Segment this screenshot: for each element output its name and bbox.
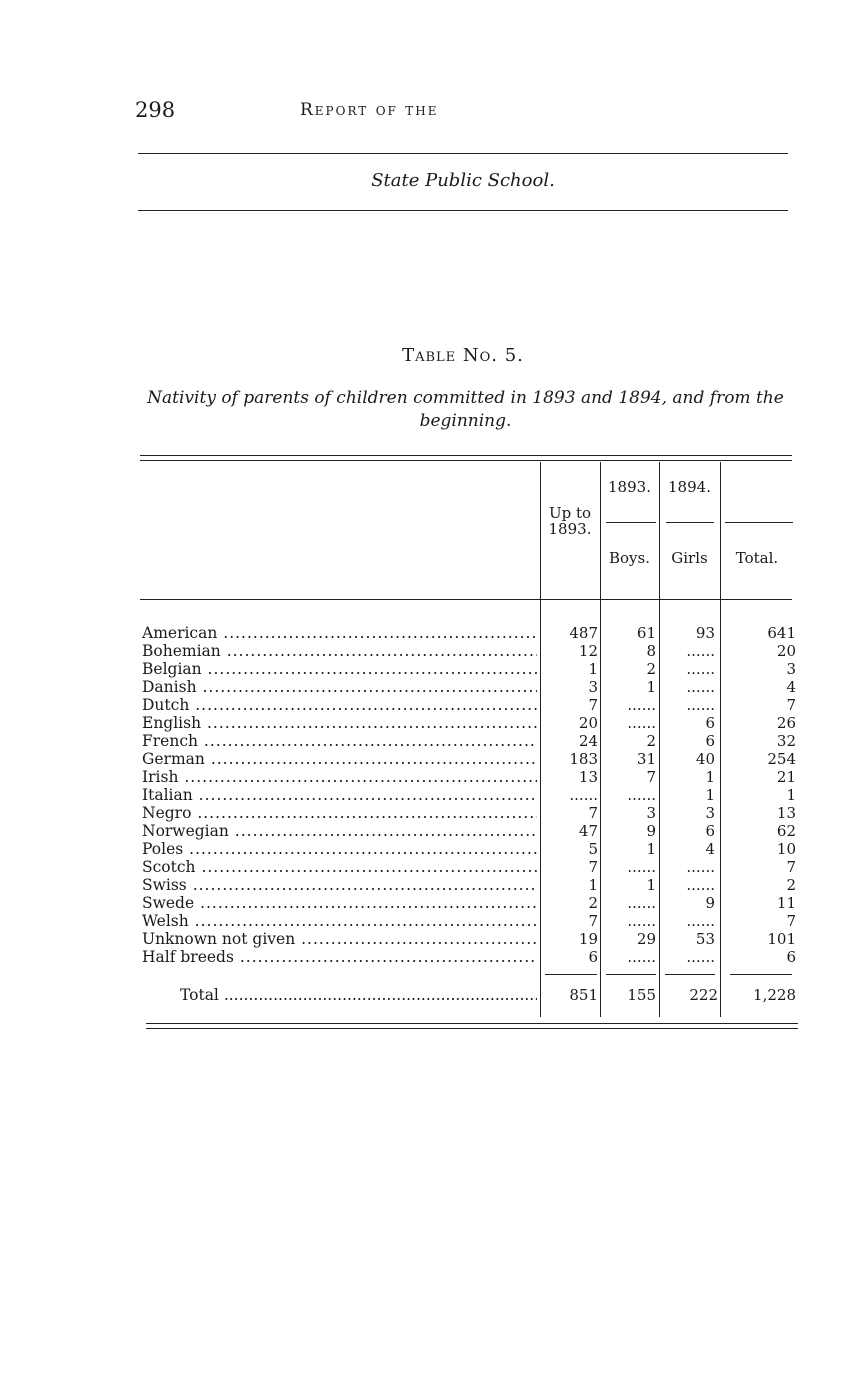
cell-up-to: 5 — [588, 840, 598, 858]
cell-girls: ...... — [686, 642, 715, 660]
cell-up-to: 6 — [588, 948, 598, 966]
cell-total: 7 — [786, 858, 796, 876]
table-bottom-rule-2 — [146, 1028, 798, 1029]
cell-up-to: ...... — [569, 786, 598, 804]
cell-girls: 6 — [705, 732, 715, 750]
row-label: Italian ..... — [142, 786, 537, 804]
cell-girls: ...... — [686, 912, 715, 930]
cell-total: 1 — [786, 786, 796, 804]
total-girls: 222 — [689, 986, 718, 1004]
header-rule-top — [138, 153, 788, 154]
header-1894: 1894. — [668, 478, 711, 496]
cell-boys: ...... — [627, 786, 656, 804]
row-label: English ..... — [142, 714, 537, 732]
header-total: Total. — [735, 549, 779, 567]
cell-total: 20 — [776, 642, 796, 660]
row-label: Negro ..... — [142, 804, 537, 822]
row-label: Poles ..... — [142, 840, 537, 858]
cell-boys: ...... — [627, 912, 656, 930]
total-rule-boys — [606, 974, 656, 975]
header-1894-rule — [666, 522, 714, 523]
header-girls: Girls — [671, 549, 708, 567]
cell-up-to: 7 — [588, 804, 598, 822]
cell-girls: 4 — [705, 840, 715, 858]
row-label: Bohemian ..... — [142, 642, 537, 660]
cell-up-to: 12 — [578, 642, 598, 660]
cell-girls: ...... — [686, 876, 715, 894]
cell-boys: 9 — [646, 822, 656, 840]
cell-girls: ...... — [686, 696, 715, 714]
cell-girls: ...... — [686, 948, 715, 966]
cell-total: 32 — [776, 732, 796, 750]
cell-up-to: 2 — [588, 894, 598, 912]
cell-up-to: 13 — [578, 768, 598, 786]
total-rule-girls — [665, 974, 715, 975]
column-divider-4 — [720, 462, 721, 1017]
running-head: Report of the — [300, 100, 439, 120]
cell-girls: ...... — [686, 678, 715, 696]
cell-boys: ...... — [627, 948, 656, 966]
cell-boys: 31 — [636, 750, 656, 768]
row-label: American ..... — [142, 624, 537, 642]
cell-girls: ...... — [686, 858, 715, 876]
row-label: Swiss ..... — [142, 876, 537, 894]
cell-up-to: 183 — [569, 750, 598, 768]
cell-up-to: 7 — [588, 858, 598, 876]
cell-girls: 40 — [695, 750, 715, 768]
cell-boys: 1 — [646, 876, 656, 894]
cell-total: 101 — [767, 930, 796, 948]
cell-total: 26 — [776, 714, 796, 732]
cell-up-to: 19 — [578, 930, 598, 948]
row-label: German ..... — [142, 750, 537, 768]
row-label: Swede ..... — [142, 894, 537, 912]
table-caption: Nativity of parents of children committed in 1893 and 1894, and from the beginning. — [147, 388, 784, 431]
row-label: Dutch ..... — [142, 696, 537, 714]
cell-boys: 2 — [646, 732, 656, 750]
cell-total: 254 — [767, 750, 796, 768]
cell-girls: 9 — [705, 894, 715, 912]
cell-boys: 8 — [646, 642, 656, 660]
cell-total: 62 — [776, 822, 796, 840]
table-title: Table No. 5. — [402, 345, 524, 366]
cell-girls: 93 — [695, 624, 715, 642]
header-1893: 1893. — [608, 478, 651, 496]
row-label: Scotch ..... — [142, 858, 537, 876]
row-label: Half breeds ..... — [142, 948, 537, 966]
cell-up-to: 20 — [578, 714, 598, 732]
cell-girls: 6 — [705, 714, 715, 732]
cell-up-to: 47 — [578, 822, 598, 840]
total-up-to: 851 — [569, 986, 598, 1004]
cell-total: 13 — [776, 804, 796, 822]
page-number: 298 — [135, 98, 176, 122]
cell-boys: ...... — [627, 894, 656, 912]
cell-up-to: 1 — [588, 876, 598, 894]
row-label: Danish ..... — [142, 678, 537, 696]
row-label: Belgian ..... — [142, 660, 537, 678]
cell-total: 6 — [786, 948, 796, 966]
cell-girls: 6 — [705, 822, 715, 840]
header-boys: Boys. — [609, 549, 650, 567]
row-label: French ..... — [142, 732, 537, 750]
total-total: 1,228 — [753, 986, 796, 1004]
cell-total: 10 — [776, 840, 796, 858]
total-rule-up-to — [545, 974, 597, 975]
cell-up-to: 7 — [588, 696, 598, 714]
total-rule-total — [730, 974, 792, 975]
cell-total: 4 — [786, 678, 796, 696]
row-label: Norwegian ..... — [142, 822, 537, 840]
section-subhead: State Public School. — [371, 170, 555, 191]
row-label: Welsh ..... — [142, 912, 537, 930]
cell-girls: 1 — [705, 786, 715, 804]
cell-boys: 61 — [636, 624, 656, 642]
cell-boys: 3 — [646, 804, 656, 822]
cell-boys: 2 — [646, 660, 656, 678]
table-bottom-rule-1 — [146, 1023, 798, 1024]
cell-boys: ...... — [627, 714, 656, 732]
cell-boys: 1 — [646, 840, 656, 858]
cell-girls: 53 — [695, 930, 715, 948]
header-total-rule — [725, 522, 793, 523]
cell-up-to: 24 — [578, 732, 598, 750]
cell-girls: 1 — [705, 768, 715, 786]
total-boys: 155 — [627, 986, 656, 1004]
cell-total: 21 — [776, 768, 796, 786]
cell-up-to: 487 — [569, 624, 598, 642]
header-rule-bottom — [138, 210, 788, 211]
cell-boys: ...... — [627, 696, 656, 714]
cell-boys: 29 — [636, 930, 656, 948]
header-bottom-rule — [140, 599, 792, 600]
cell-boys: ...... — [627, 858, 656, 876]
cell-girls: ...... — [686, 660, 715, 678]
cell-up-to: 1 — [588, 660, 598, 678]
cell-total: 2 — [786, 876, 796, 894]
row-label: Unknown not given ..... — [142, 930, 537, 948]
cell-total: 7 — [786, 696, 796, 714]
cell-total: 3 — [786, 660, 796, 678]
table-top-rule-1 — [140, 455, 792, 456]
cell-boys: 7 — [646, 768, 656, 786]
cell-girls: 3 — [705, 804, 715, 822]
cell-total: 11 — [776, 894, 796, 912]
table-top-rule-2 — [140, 460, 792, 461]
row-label: Irish ..... — [142, 768, 537, 786]
cell-total: 641 — [767, 624, 796, 642]
cell-up-to: 3 — [588, 678, 598, 696]
cell-total: 7 — [786, 912, 796, 930]
cell-boys: 1 — [646, 678, 656, 696]
cell-up-to: 7 — [588, 912, 598, 930]
total-label: Total ..... — [180, 986, 537, 1004]
header-1893-rule — [606, 522, 656, 523]
header-up-to-1893: Up to 1893. — [548, 504, 592, 538]
